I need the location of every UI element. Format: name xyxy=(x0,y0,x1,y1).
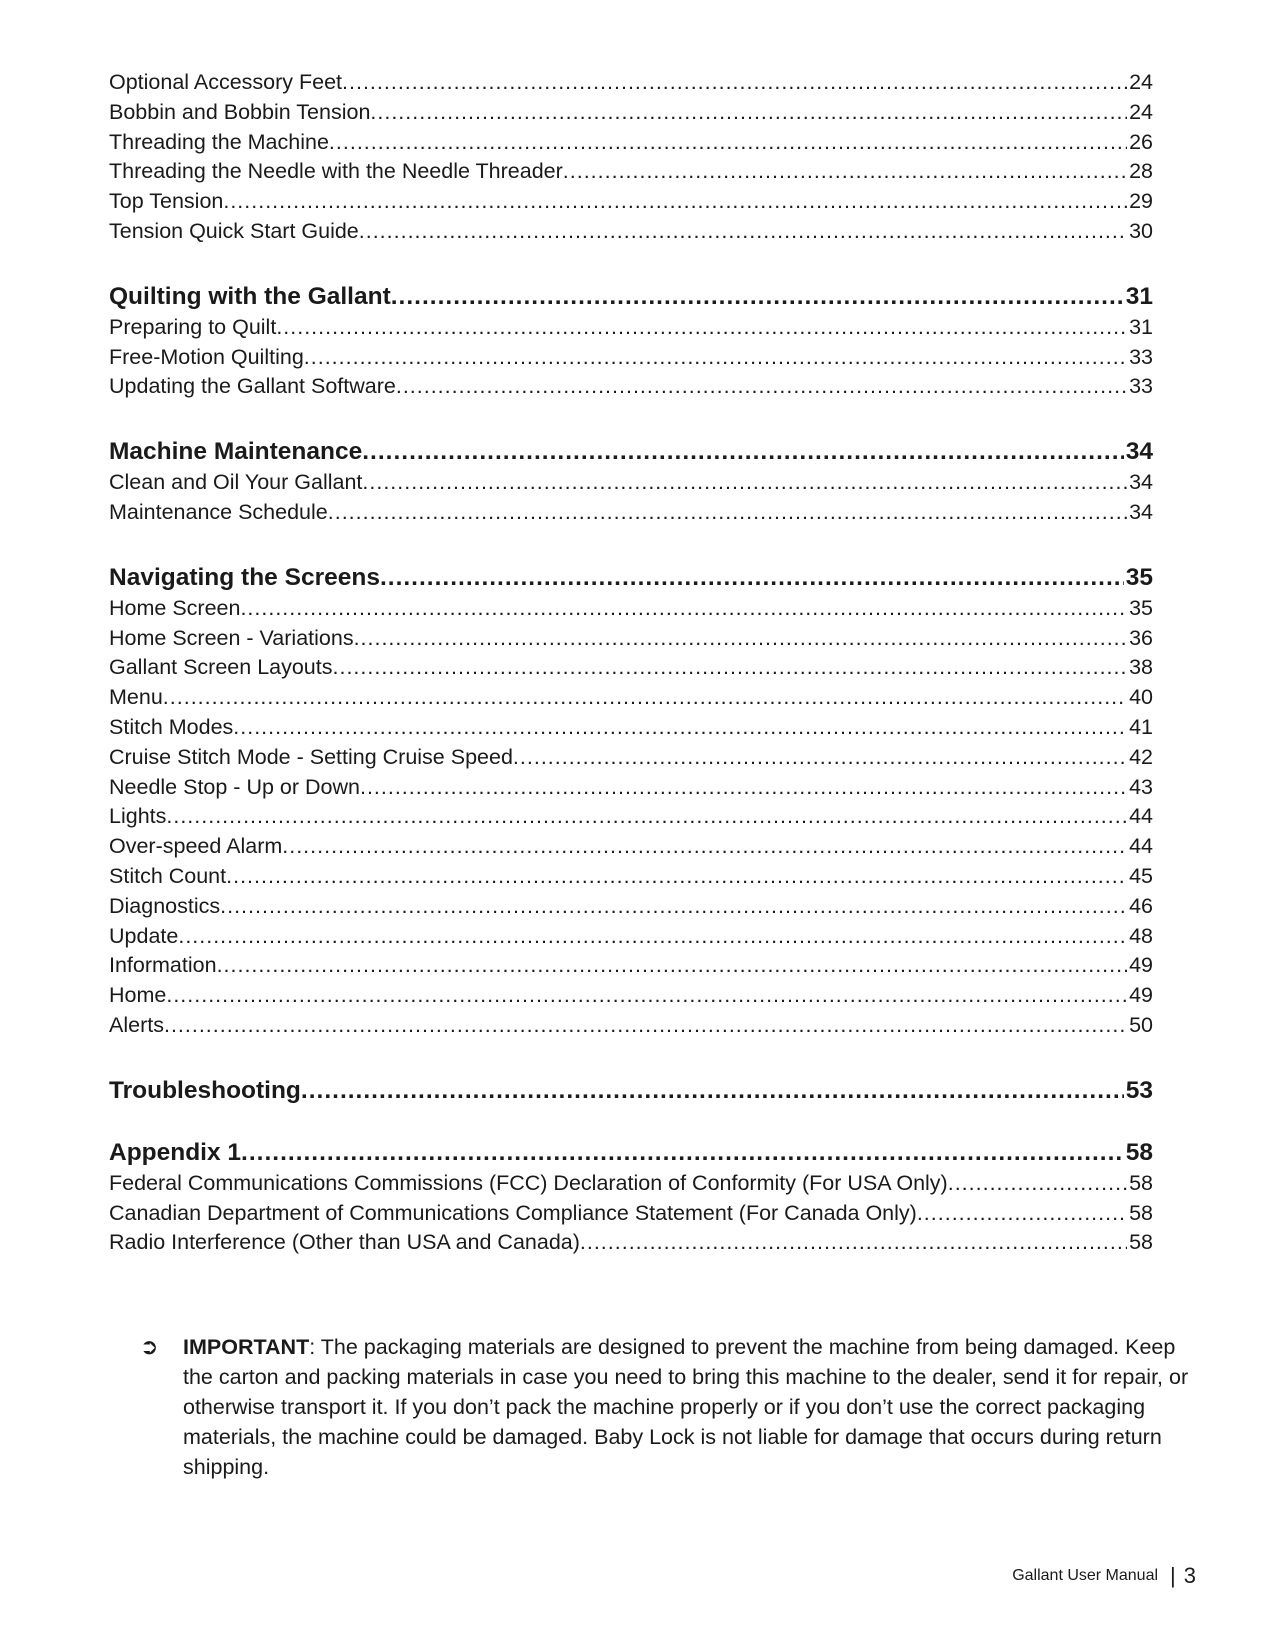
toc-entry-page: 28 xyxy=(1129,159,1153,184)
toc-entry[interactable] xyxy=(109,157,1153,187)
toc-entry-page: 34 xyxy=(1129,499,1153,524)
toc-entry-page: 26 xyxy=(1129,129,1153,154)
toc-entry-title: Information xyxy=(109,953,217,978)
toc-entry-page: 49 xyxy=(1129,983,1153,1008)
toc-entry-title: Lights xyxy=(109,804,167,829)
toc-entry-page: 58 xyxy=(1129,1230,1153,1255)
toc-entry[interactable] xyxy=(109,713,1153,743)
toc-leader xyxy=(513,743,1127,773)
toc-entry-title: Menu xyxy=(109,685,163,710)
toc-leader xyxy=(580,1228,1127,1258)
toc-heading-title: Appendix 1 xyxy=(109,1138,242,1166)
toc-entry-title: Threading the Machine xyxy=(109,129,329,154)
important-note-body xyxy=(183,1332,1200,1482)
toc-leader xyxy=(391,281,1124,313)
toc-entry-title: Stitch Modes xyxy=(109,714,234,739)
toc-entry[interactable] xyxy=(109,313,1153,343)
toc-entry-title: Federal Communications Commissions (FCC) Declaration of Conformity (For USA Only) xyxy=(109,1170,948,1195)
toc-entry-title: Diagnostics xyxy=(109,893,221,918)
toc-entry-title: Update xyxy=(109,923,179,948)
page-footer xyxy=(1012,1563,1196,1589)
table-of-contents xyxy=(109,68,1153,1258)
toc-leader xyxy=(166,802,1127,832)
toc-section-heading[interactable] xyxy=(109,281,1153,313)
toc-entry-title: Maintenance Schedule xyxy=(109,499,328,524)
toc-entry-page: 44 xyxy=(1129,834,1153,859)
toc-leader xyxy=(304,343,1127,373)
toc-leader xyxy=(362,436,1124,468)
important-note xyxy=(140,1332,1200,1482)
toc-entry-title: Radio Interference (Other than USA and Canada) xyxy=(109,1230,580,1255)
toc-leader xyxy=(917,1199,1127,1229)
toc-entry-title: Home xyxy=(109,983,167,1008)
toc-entry-page: 41 xyxy=(1129,714,1153,739)
toc-entry-page: 38 xyxy=(1129,655,1153,680)
important-text: : The packaging materials are designed to prevent the machine from being damaged. Keep the carton and packing materials in case you need to bring this machine to the dealer, send it for repair, or otherwise transport it. If you don’t pack the machine properly or if you don’t use the correct packaging materials, the machine could be damaged. Baby Lock is not liable for damage that occurs during return shipping. xyxy=(183,1335,1189,1479)
toc-leader xyxy=(329,128,1127,158)
manual-title: Gallant User Manual xyxy=(1012,1567,1159,1584)
toc-entry[interactable] xyxy=(109,951,1153,981)
toc-leader xyxy=(362,468,1127,498)
toc-leader xyxy=(166,981,1127,1011)
toc-entry-page: 33 xyxy=(1129,374,1153,399)
toc-heading-page: 35 xyxy=(1125,563,1153,591)
toc-entry-page: 58 xyxy=(1129,1200,1153,1225)
toc-heading-page: 58 xyxy=(1125,1138,1153,1166)
toc-entry-page: 58 xyxy=(1129,1170,1153,1195)
toc-entry-page: 24 xyxy=(1129,70,1153,94)
toc-entry[interactable] xyxy=(109,343,1153,373)
toc-heading-page: 53 xyxy=(1125,1076,1153,1104)
toc-entry-page: 50 xyxy=(1129,1012,1153,1037)
toc-entry[interactable] xyxy=(109,1169,1153,1199)
toc-leader xyxy=(328,498,1127,528)
toc-entry-page: 42 xyxy=(1129,744,1153,769)
toc-entry-title: Threading the Needle with the Needle Threader xyxy=(109,159,563,184)
toc-leader xyxy=(948,1169,1127,1199)
toc-entry[interactable] xyxy=(109,683,1153,713)
toc-leader xyxy=(240,594,1127,624)
toc-entry[interactable] xyxy=(109,624,1153,654)
toc-leader xyxy=(220,892,1127,922)
toc-entry[interactable] xyxy=(109,1011,1153,1041)
toc-leader xyxy=(178,922,1127,952)
footer-divider: | xyxy=(1170,1563,1176,1588)
toc-entry-page: 44 xyxy=(1129,804,1153,829)
toc-entry[interactable] xyxy=(109,862,1153,892)
toc-entry[interactable] xyxy=(109,217,1153,247)
toc-entry-title: Bobbin and Bobbin Tension xyxy=(109,99,371,124)
toc-section-heading[interactable] xyxy=(109,1137,1153,1169)
toc-leader xyxy=(223,187,1127,217)
toc-entry-page: 49 xyxy=(1129,953,1153,978)
toc-entry[interactable] xyxy=(109,98,1153,128)
toc-leader xyxy=(563,157,1127,187)
toc-leader xyxy=(333,653,1128,683)
toc-entry-page: 36 xyxy=(1129,625,1153,650)
toc-entry-title: Needle Stop - Up or Down xyxy=(109,774,360,799)
toc-entry[interactable] xyxy=(109,832,1153,862)
toc-section-heading[interactable] xyxy=(109,436,1153,468)
toc-entry-page: 40 xyxy=(1129,685,1153,710)
toc-entry-page: 46 xyxy=(1129,893,1153,918)
toc-leader xyxy=(301,1075,1124,1107)
toc-entry-title: Free-Motion Quilting xyxy=(109,344,304,369)
toc-entry[interactable] xyxy=(109,187,1153,217)
toc-entry[interactable] xyxy=(109,922,1153,952)
toc-entry-title: Stitch Count xyxy=(109,863,227,888)
toc-heading-page: 34 xyxy=(1125,438,1153,466)
toc-entry-title: Top Tension xyxy=(109,189,224,214)
toc-heading-title: Quilting with the Gallant xyxy=(109,282,391,310)
toc-section-heading[interactable] xyxy=(109,562,1153,594)
toc-entry-page: 33 xyxy=(1129,344,1153,369)
toc-leader xyxy=(163,683,1127,713)
toc-leader xyxy=(354,624,1128,654)
toc-entry-title: Cruise Stitch Mode - Setting Cruise Speed xyxy=(109,744,513,769)
toc-entry-title: Preparing to Quilt xyxy=(109,314,277,339)
toc-leader xyxy=(370,98,1127,128)
toc-entry[interactable] xyxy=(109,128,1153,158)
toc-entry-title: Optional Accessory Feet xyxy=(109,70,343,94)
toc-entry-page: 34 xyxy=(1129,470,1153,495)
toc-entry-page: 24 xyxy=(1129,99,1153,124)
toc-entry-title: Canadian Department of Communications Compliance Statement (For Canada Only) xyxy=(109,1200,917,1225)
toc-heading-page: 31 xyxy=(1125,282,1153,310)
toc-entry[interactable] xyxy=(109,773,1153,803)
page-number: 3 xyxy=(1183,1563,1196,1588)
toc-entry-page: 43 xyxy=(1129,774,1153,799)
toc-heading-title: Navigating the Screens xyxy=(109,563,380,591)
toc-leader xyxy=(396,372,1127,402)
toc-entry[interactable] xyxy=(109,1199,1153,1229)
toc-leader xyxy=(217,951,1128,981)
toc-section-heading[interactable] xyxy=(109,1075,1153,1107)
toc-entry[interactable] xyxy=(109,68,1153,98)
toc-leader xyxy=(276,313,1127,343)
toc-entry[interactable] xyxy=(109,981,1153,1011)
toc-leader xyxy=(282,832,1127,862)
toc-entry-title: Home Screen xyxy=(109,595,241,620)
toc-entry[interactable] xyxy=(109,1228,1153,1258)
toc-entry[interactable] xyxy=(109,743,1153,773)
toc-leader xyxy=(241,1137,1124,1169)
toc-entry[interactable] xyxy=(109,892,1153,922)
toc-entry[interactable] xyxy=(109,594,1153,624)
toc-leader xyxy=(359,217,1127,247)
toc-entry[interactable] xyxy=(109,468,1153,498)
toc-heading-title: Troubleshooting xyxy=(109,1076,301,1104)
arrow-right-icon: ➲ xyxy=(140,1334,159,1359)
toc-entry-page: 48 xyxy=(1129,923,1153,948)
toc-entry-title: Over-speed Alarm xyxy=(109,834,283,859)
toc-leader xyxy=(164,1011,1127,1041)
toc-entry-title: Gallant Screen Layouts xyxy=(109,655,333,680)
toc-entry-title: Clean and Oil Your Gallant xyxy=(109,470,363,495)
toc-entry-page: 35 xyxy=(1129,595,1153,620)
toc-leader xyxy=(380,562,1124,594)
toc-entry[interactable] xyxy=(109,372,1153,402)
toc-heading-title: Machine Maintenance xyxy=(109,438,363,466)
toc-entry-page: 30 xyxy=(1129,218,1153,243)
toc-leader xyxy=(233,713,1127,743)
important-label: IMPORTANT xyxy=(183,1335,310,1359)
toc-leader xyxy=(360,773,1127,803)
toc-entry-title: Home Screen - Variations xyxy=(109,625,354,650)
toc-leader xyxy=(226,862,1127,892)
toc-entry[interactable] xyxy=(109,802,1153,832)
toc-leader xyxy=(342,68,1127,98)
toc-entry-page: 29 xyxy=(1129,189,1153,214)
toc-entry[interactable] xyxy=(109,653,1153,683)
toc-entry-title: Alerts xyxy=(109,1012,164,1037)
toc-entry-page: 45 xyxy=(1129,863,1153,888)
toc-entry-page: 31 xyxy=(1129,314,1153,339)
toc-entry-title: Tension Quick Start Guide xyxy=(109,218,359,243)
toc-entry[interactable] xyxy=(109,498,1153,528)
toc-entry-title: Updating the Gallant Software xyxy=(109,374,396,399)
